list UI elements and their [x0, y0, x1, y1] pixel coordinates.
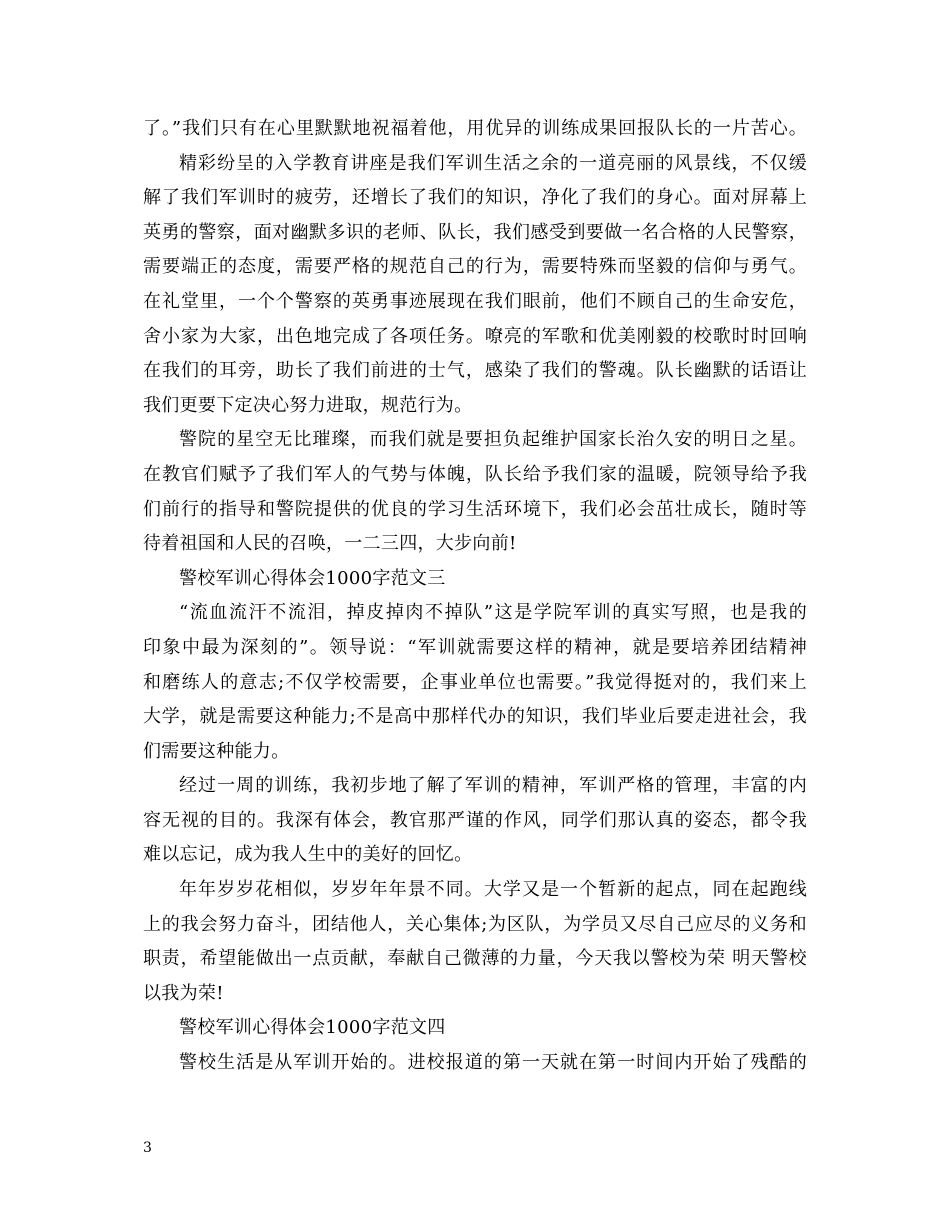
text-line: 们需要这种能力。 — [143, 740, 290, 762]
document-body — [143, 112, 807, 1081]
text-line: 们前行的指导和警院提供的优良的学习生活环境下，我们必会茁壮成长，随时等 — [143, 498, 807, 520]
text-line: 需要端正的态度，需要严格的规范自己的行为，需要特殊而坚毅的信仰与勇气。 — [143, 256, 807, 278]
text-line: 待着祖国和人民的召唤，一二三四，大步向前! — [143, 533, 517, 555]
text-line: 容无视的目的。我深有体会，教官那严谨的作风，同学们那认真的姿态，都令我 — [143, 809, 807, 831]
paragraph-start-line: “流血流汗不流泪，掉皮掉肉不掉队”这是学院军训的真实写照，也是我的 — [179, 602, 807, 624]
paragraph-start-line: 经过一周的训练，我初步地了解了军训的精神，军训严格的管理，丰富的内 — [179, 775, 807, 797]
text-line: 了。”我们只有在心里默默地祝福着他，用优异的训练成果回报队长的一片苦心。 — [143, 118, 807, 139]
text-line: 舍小家为大家，出色地完成了各项任务。嘹亮的军歌和优美刚毅的校歌时时回响 — [143, 325, 807, 347]
section-heading: 警校军训心得体会1000字范文四 — [179, 1017, 446, 1039]
text-line: 难以忘记，成为我人生中的美好的回忆。 — [143, 844, 473, 866]
paragraph-start-line: 精彩纷呈的入学教育讲座是我们军训生活之余的一道亮丽的风景线，不仅缓 — [179, 152, 807, 174]
paragraph-start-line: 警院的星空无比璀璨，而我们就是要担负起维护国家长治久安的明日之星。 — [179, 429, 807, 451]
text-line: 和磨练人的意志;不仅学校需要，企事业单位也需要。”我觉得挺对的，我们来上 — [143, 671, 807, 693]
text-line: 在教官们赋予了我们军人的气势与体魄，队长给予我们家的温暖，院领导给予我 — [143, 463, 807, 485]
page-number: 3 — [143, 1140, 152, 1156]
text-line: 在礼堂里，一个个警察的英勇事迹展现在我们眼前，他们不顾自己的生命安危， — [143, 290, 807, 312]
section-heading: 警校军训心得体会1000字范文三 — [179, 567, 446, 589]
text-line: 解了我们军训时的疲劳，还增长了我们的知识，净化了我们的身心。面对屏幕上 — [143, 187, 807, 209]
text-line: 上的我会努力奋斗，团结他人，关心集体;为区队，为学员又尽自己应尽的义务和 — [143, 913, 807, 935]
text-line: 职责，希望能做出一点贡献，奉献自己微薄的力量，今天我以警校为荣 明天警校 — [143, 948, 807, 970]
paragraph-start-line: 警校生活是从军训开始的。进校报道的第一天就在第一时间内开始了残酷的 — [179, 1052, 807, 1074]
text-line: 印象中最为深刻的”。领导说：“军训就需要这样的精神，就是要培养团结精神 — [143, 636, 807, 658]
text-line: 以我为荣! — [143, 982, 224, 1004]
text-line: 在我们的耳旁，助长了我们前进的士气，感染了我们的警魂。队长幽默的话语让 — [143, 360, 807, 382]
text-line: 英勇的警察，面对幽默多识的老师、队长，我们感受到要做一名合格的人民警察， — [143, 221, 807, 243]
text-line: 我们更要下定决心努力进取，规范行为。 — [143, 394, 473, 416]
text-line: 大学，就是需要这种能力;不是高中那样代办的知识，我们毕业后要走进社会，我 — [143, 706, 807, 728]
paragraph-start-line: 年年岁岁花相似，岁岁年年景不同。大学又是一个暂新的起点，同在起跑线 — [179, 879, 807, 901]
